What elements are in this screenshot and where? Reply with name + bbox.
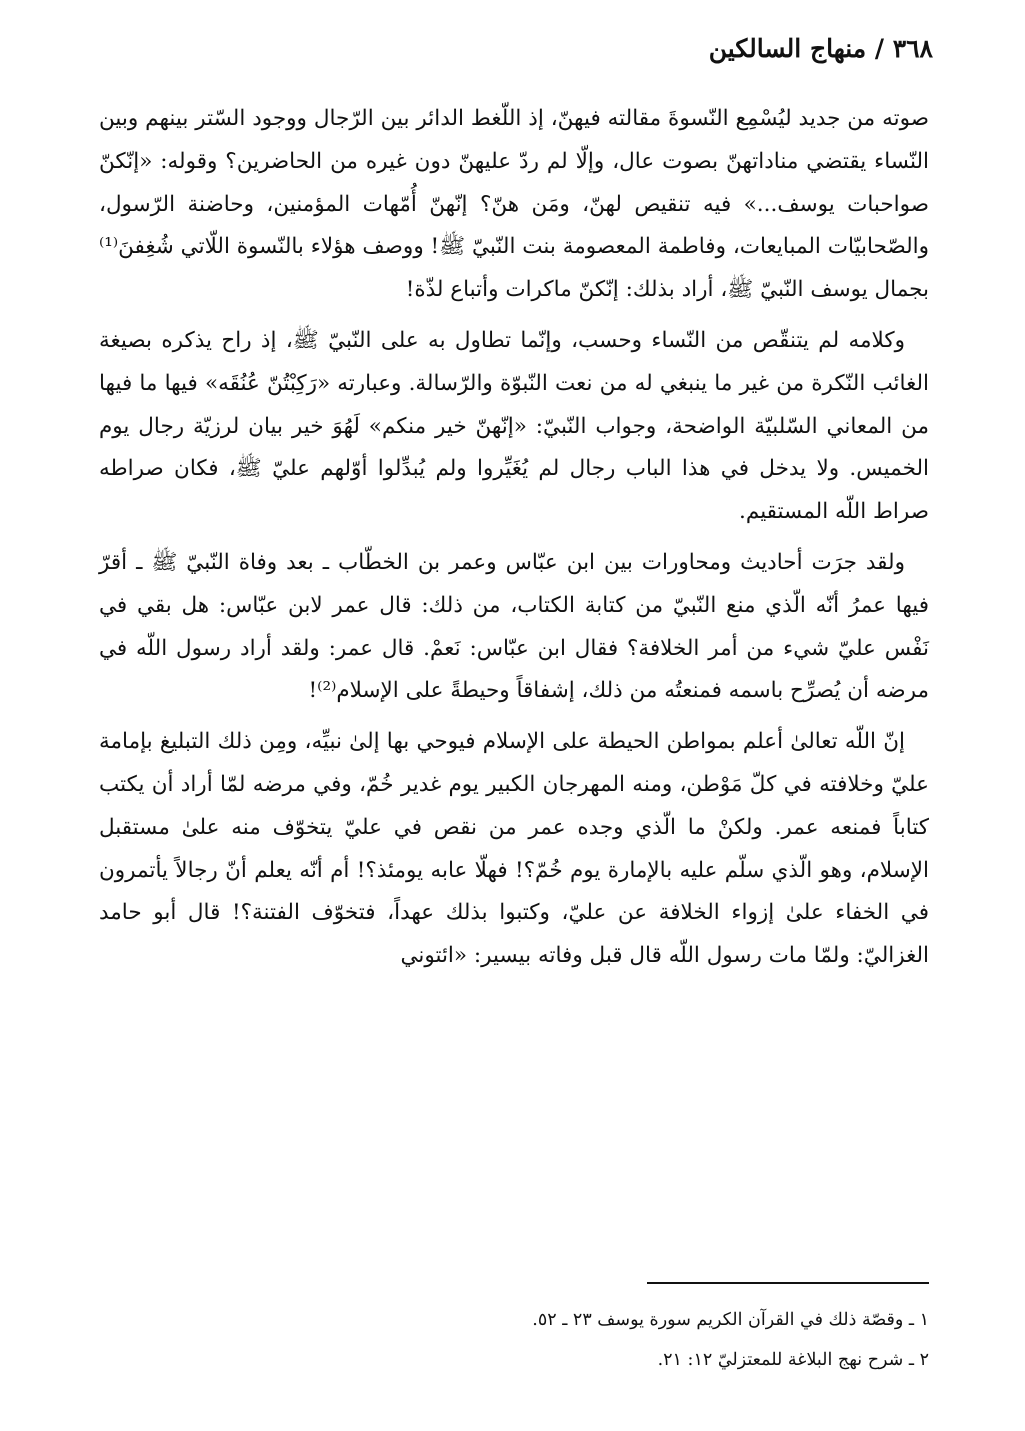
running-head: ٣٦٨ / منهاج السالكين	[708, 34, 933, 63]
footnote-separator	[647, 1282, 929, 1284]
paragraph-4: إنّ اللّه تعالىٰ أعلم بمواطن الحيطة على الإسلام فيوحي بها إلىٰ نبيِّه، ومِن ذلك التبليغ بإمامة عليّ وخلافته في كلّ مَوْطن، ومنه المهرجان الكبير يوم غدير خُمّ، وفي مرضه لمّا أراد أن يكتب كتاباً فمنعه عمر. ولكنْ ما الّذي وجده عمر من نقص في عليّ يتخوّف منه علىٰ مستقبل الإسلام، وهو الّذي سلّم عليه بالإمارة يوم خُمّ؟! فهلّا عابه يومئذ؟! أم أنّه يعلم أنّ رجالاً يأتمرون في الخفاء علىٰ إزواء الخلافة عن عليّ، وكتبوا بذلك عهداً، فتخوّف الفتنة؟! قال أبو حامد الغزاليّ: ولمّا مات رسول اللّه قال قبل وفاته بيسير: «ائتوني	[99, 729, 929, 969]
paragraph-3: ولقد جرَت أحاديث ومحاورات بين ابن عبّاس وعمر بن الخطّاب ـ بعد وفاة النّبيّ ﷺ ـ أقرّ فيها عمرُ أنّه الّذي منع النّبيّ من كتابة الكتاب، من ذلك: قال عمر لابن عبّاس: هل بقي في نَفْس عليّ شيء من أمر الخلافة؟ فقال ابن عبّاس: نَعمْ. قال عمر: ولقد أراد رسول اللّه في مرضه أن يُصرِّح باسمه فمنعتُه من ذلك، إشفاقاً وحيطةً على الإسلام⁽²⁾!	[99, 549, 929, 704]
paragraph-2: وكلامه لم يتنقّص من النّساء وحسب، وإنّما تطاول به على النّبيّ ﷺ، إذ راح يذكره بصيغة الغائب النّكرة من غير ما ينبغي له من نعت النّبوّة والرّسالة. وعبارته «رَكِبْتُنّ عُنُقَه» فيها ما فيها من المعاني السّلبيّة الواضحة، وجواب النّبيّ: «إنّهنّ خير منكم» لَهُوَ خير بيان لرزيّة رجال يوم الخميس. ولا يدخل في هذا الباب رجال لم يُغَيِّروا ولم يُبدِّلوا أوّلهم عليّ ﷺ، فكان صراطه صراط اللّه المستقيم.	[99, 327, 929, 525]
footnotes	[99, 1300, 929, 1380]
paragraph-1: صوته من جديد ليُسْمِع النّسوةَ مقالته فيهنّ، إذ اللّغط الدائر بين الرّجال ووجود السّتر بينهم وبين النّساء يقتضي مناداتهنّ بصوت عال، وإلّا لم ردّ عليهنّ دون غيره من الحاضرين؟ وقوله: «إنّكنّ صواحبات يوسف...» فيه تنقيص لهنّ، ومَن هنّ؟ إنّهنّ أُمّهات المؤمنين، وحاضنة الرّسول، والصّحابيّات المبايعات، وفاطمة المعصومة بنت النّبيّ ﷺ! ووصف هؤلاء بالنّسوة اللّاتي شُغِفنَ⁽¹⁾ بجمال يوسف النّبيّ ﷺ، أراد بذلك: إنّكنّ ماكرات وأتباع لذّة!	[99, 106, 929, 303]
footnote-1: ١ ـ وقصّة ذلك في القرآن الكريم سورة يوسف ٢٣ ـ ٥٢.	[532, 1310, 929, 1330]
footnote-2: ٢ ـ شرح نهج البلاغة للمعتزليّ ١٢: ٢١.	[657, 1350, 929, 1370]
body-text	[99, 98, 929, 986]
